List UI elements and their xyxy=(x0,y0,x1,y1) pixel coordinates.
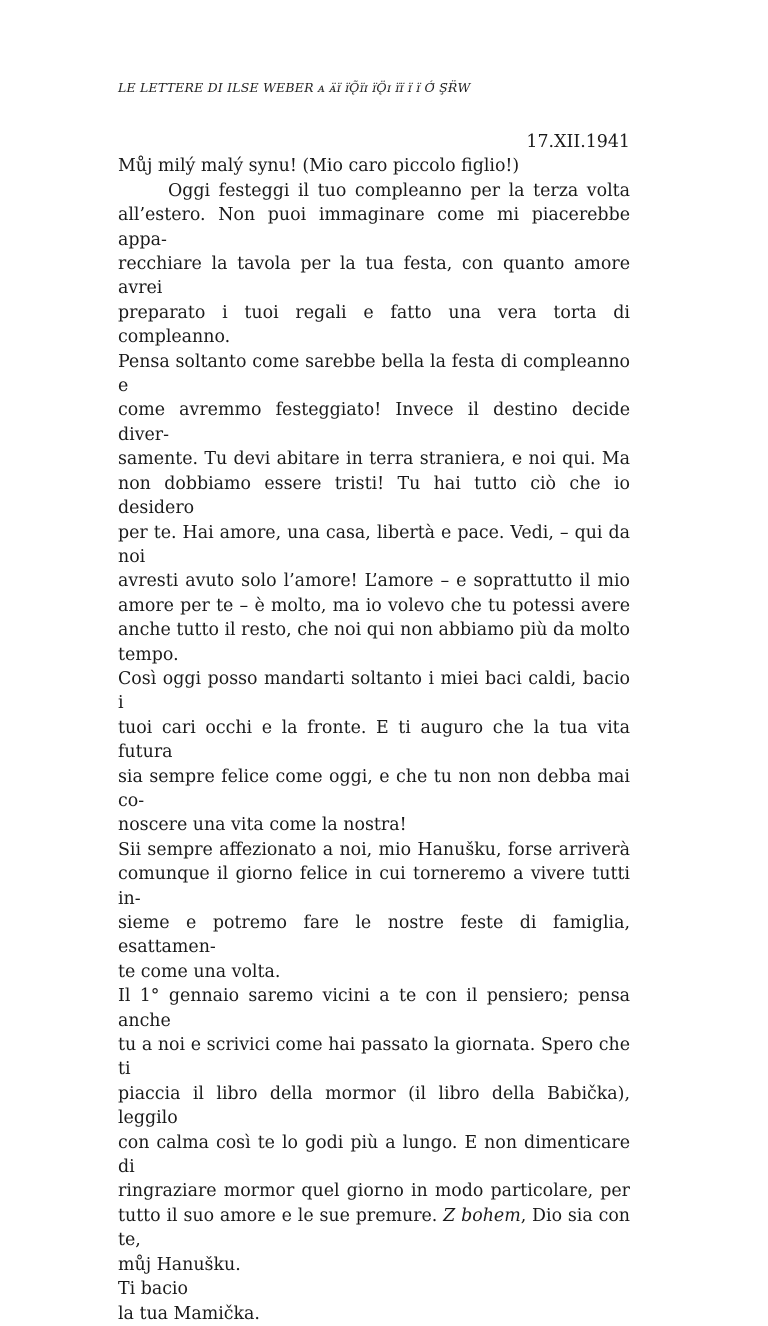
text-line: per te. Hai amore, una casa, libertà e pace. Vedi, – qui da noi xyxy=(118,522,630,567)
text-line: noscere una vita come la nostra! xyxy=(118,815,407,836)
text-segment: , Dio sia con te, xyxy=(118,1205,630,1251)
text-line: tuoi cari occhi e la fronte. E ti auguro che la tua vita futura xyxy=(118,717,630,763)
running-head-title: LE LETTERE DI ILSE WEBER xyxy=(118,80,314,95)
running-head-garbled: ᴀ ᴀ̈ɪ̈ ɪ̈Ǫ̃ɪ̈ɪ ɪ̈Ǫ̈ɪ ɪ̈ɪ̈ ɪ̈ ɪ̈ Ó̈ Ş̈Ɍ̈W xyxy=(317,80,471,95)
text-line: tu a noi e scrivici come hai passato la giornata. Spero che ti xyxy=(118,1035,630,1080)
text-line: sieme e potremo fare le nostre feste di famiglia, esattamen- xyxy=(118,913,630,958)
text-line: piaccia il libro della mormor (il libro della Babička), leggilo xyxy=(118,1083,630,1129)
text-line: samente. Tu devi abitare in terra straniera, e noi qui. Ma xyxy=(118,449,630,470)
text-line: come avremmo festeggiato! Invece il destino decide diver- xyxy=(118,400,630,445)
salutation: Můj milý malý synu! (Mio caro piccolo figlio!) xyxy=(118,156,520,177)
paragraph-2 xyxy=(118,667,630,838)
text-line: Pensa soltanto come sarebbe bella la festa di compleanno e xyxy=(118,351,630,397)
text-line-with-italic xyxy=(118,1204,630,1253)
paragraph-1 xyxy=(118,179,630,667)
letter-body xyxy=(118,130,630,1326)
text-line: con calma così te lo godi più a lungo. E non dimenticare di xyxy=(118,1132,630,1178)
text-line: comunque il giorno felice in cui torneremo a vivere tutti in- xyxy=(118,864,630,909)
text-line: anche tutto il resto, che noi qui non abbiamo più da molto xyxy=(118,620,631,641)
text-segment: tutto il suo amore e le sue premure. xyxy=(118,1205,444,1226)
text-line: non dobbiamo essere tristi! Tu hai tutto ciò che io desidero xyxy=(118,473,630,519)
text-line: amore per te – è molto, ma io volevo che tu potessi avere xyxy=(118,595,630,616)
paragraph-3 xyxy=(118,838,630,984)
signature: la tua Mamička. xyxy=(118,1303,260,1324)
letter-date: 17.XII.1941 xyxy=(526,132,630,152)
text-line: tempo. xyxy=(118,644,179,665)
text-line: recchiare la tavola per la tua festa, con quanto amore avrei xyxy=(118,254,630,299)
text-line: ringraziare mormor quel giorno in modo particolare, per xyxy=(118,1181,630,1202)
italic-phrase: Z bohem xyxy=(443,1205,521,1226)
text-line: Sii sempre affezionato a noi, mio Hanušku, forse arriverà xyxy=(118,839,630,860)
text-line: avresti avuto solo l’amore! L’amore – e soprattutto il mio xyxy=(118,571,630,592)
text-line: Il 1° gennaio saremo vicini a te con il pensiero; pensa anche xyxy=(118,986,630,1031)
text-line: sia sempre felice come oggi, e che tu non non debba mai co- xyxy=(118,766,630,811)
closing-line: Ti bacio xyxy=(118,1279,188,1300)
text-line: te come una volta. xyxy=(118,961,281,982)
text-line: preparato i tuoi regali e fatto una vera torta di compleanno. xyxy=(118,302,630,348)
paragraph-4 xyxy=(118,984,630,1277)
text-line: Oggi festeggi il tuo compleanno per la terza volta xyxy=(168,180,630,201)
text-line: můj Hanušku. xyxy=(118,1254,241,1275)
text-line: Così oggi posso mandarti soltanto i miei baci caldi, bacio i xyxy=(118,668,630,714)
running-head xyxy=(118,80,471,95)
text-line: all’estero. Non puoi immaginare come mi piacerebbe appa- xyxy=(118,205,630,250)
